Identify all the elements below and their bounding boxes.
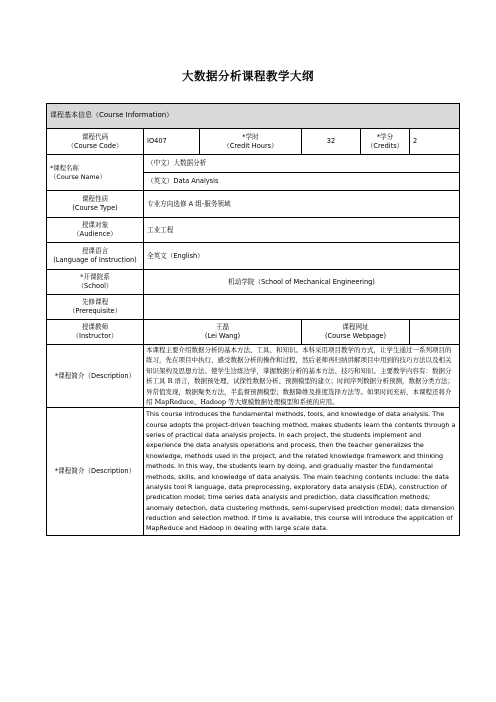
language-label: 授课语言 (Language of Instruction) xyxy=(47,243,144,270)
course-name-en: （英文）Data Analysis xyxy=(144,173,460,191)
credits-value: 2 xyxy=(410,129,460,155)
description-en-text: This course introduces the fundamental methods, tools, and knowledge of data analysis. The course adopts the project-driven teaching method, makes students learn the contents through a series of practical data analysis projects. In each project, the students implement and experience the data analysis operations and process, then the teacher generalizes the knowledge, methods used in the project, and the related knowledge framework and thinking methods. In this way, the students learn by doing, and gradually master the fundamental methods, skills, and knowledge of data analysis. The main teaching contents include: the data analysis tool R language, data preprocessing, exploratory data analysis (EDA), construction of predication model; time series data analysis and prediction, data classification methods; anomaly detection, data clustering methods, semi-supervised prediction model; data dimension reduction and selection method. If time is available, this course will introduce the application of MapReduce and Hadoop in dealing with large scale data. xyxy=(144,408,460,536)
school-value: 机动学院（School of Mechanical Engineering) xyxy=(144,270,460,295)
course-name-cn: （中文）大数据分析 xyxy=(144,155,460,173)
course-code-label: 课程代码 （Course Code） xyxy=(47,129,144,155)
course-code-value: IO407 xyxy=(144,129,200,155)
document-title: 大数据分析课程教学大纲 xyxy=(182,69,314,83)
prerequisite-value xyxy=(144,295,460,320)
audience-label: 授课对象 （Audience） xyxy=(47,218,144,243)
instructor-name: 王磊 (Lei Wang) xyxy=(144,320,302,345)
credit-hours-label: *学时 （Credit Hours） xyxy=(200,129,302,155)
course-type-value: 专业方向选修 A 组-服务领域 xyxy=(144,191,460,218)
audience-value: 工业工程 xyxy=(144,218,460,243)
course-type-label: 课程性质 (Course Type) xyxy=(47,191,144,218)
description-cn-label: *课程简介（Description） xyxy=(47,345,144,408)
prerequisite-label: 先修课程 （Prerequisite） xyxy=(47,295,144,320)
course-info-header: 课程基本信息（Course Information） xyxy=(47,104,460,129)
course-webpage-value xyxy=(410,320,460,345)
description-cn-text: 本课程主要介绍数据分析的基本方法、工具、和知识。本科采用项目教学的方式，让学生通过一系列项目的练习，先在项目中执行、感受数据分析的操作和过程，然后老师再归纳讲解项目中用到的技巧方法以及相关知识架构及思想方法。使学生边练边学，掌握数据分析的基本方法、技巧和知识。主要教学内容有：数据分析工具 R 语言，数据预处理、试探性数据分析、预测模型的建立；时间序列数据分析预测，数据分类方法；异常值发现，数据聚类方法，半监督预测模型；数据降维及推度选择方法等。如果时间充裕，本课程还将介绍 MapReduce、Hadoop 等大规模数据处理模型和系统的应用。 xyxy=(144,345,460,408)
course-name-label: *课程名称 （Course Name） xyxy=(47,155,144,191)
instructor-label: 授课教师 （Instructor） xyxy=(47,320,144,345)
course-info-table xyxy=(46,103,460,536)
credits-label: *学分 （Credits） xyxy=(361,129,410,155)
school-label: *开课院系 （School） xyxy=(47,270,144,295)
description-en-label: *课程简介（Description） xyxy=(47,408,144,536)
course-webpage-label: 课程网址 (Course Webpage) xyxy=(302,320,410,345)
language-value: 全英文（English） xyxy=(144,243,460,270)
credit-hours-value: 32 xyxy=(302,129,361,155)
